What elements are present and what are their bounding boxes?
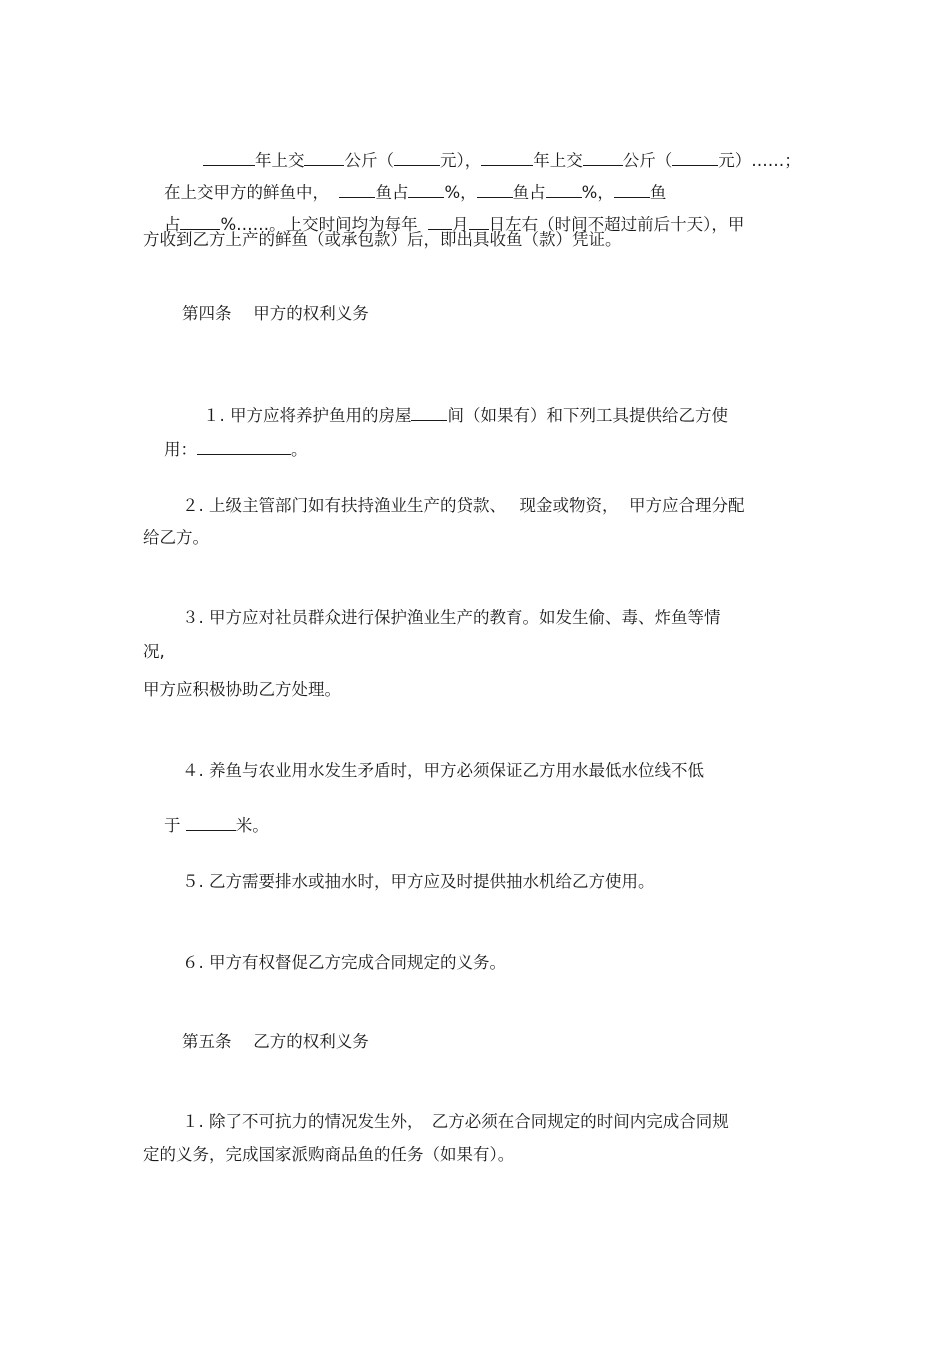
water-level-blank xyxy=(186,814,236,831)
art4-item-4-line-1: ４. 养鱼与农业用水发生矛盾时，甲方必须保证乙方用水最低水位线不低 xyxy=(182,761,704,780)
text-segment: %， xyxy=(444,183,477,202)
room-count-blank xyxy=(411,404,447,421)
article-5-heading: 第五条 乙方的权利义务 xyxy=(182,1032,369,1051)
text-segment: 公斤（ xyxy=(622,151,673,170)
delivery-line-3 xyxy=(143,191,745,234)
percent-blank xyxy=(180,213,220,230)
text-segment: 公斤（ xyxy=(344,151,394,170)
article-4-heading: 第四条 甲方的权利义务 xyxy=(182,304,369,323)
tools-blank xyxy=(197,438,291,455)
art4-item-3-line-1: ３. 甲方应对社员群众进行保护渔业生产的教育。如发生偷、毒、炸鱼等情 xyxy=(182,608,721,627)
text-segment: %……。上交时间均为每年 xyxy=(220,215,418,234)
text-segment: 米。 xyxy=(235,816,269,835)
art4-item-3-line-3: 甲方应积极协助乙方处理。 xyxy=(143,680,341,699)
art4-item-3-line-2: 况, xyxy=(143,642,165,661)
text-segment: 在上交甲方的鲜鱼中， xyxy=(163,183,329,202)
text-segment: 元）……； xyxy=(718,151,801,170)
text-segment: 日左右（时间不超过前后十天），甲 xyxy=(488,215,745,234)
art4-item-6: ６. 甲方有权督促乙方完成合同规定的义务。 xyxy=(182,953,506,972)
text-segment: 年上交 xyxy=(254,151,305,170)
yuan-blank xyxy=(672,149,718,166)
art5-item-1-line-2: 定的义务，完成国家派购商品鱼的任务（如果有）。 xyxy=(143,1145,515,1164)
art4-item-4-line-2 xyxy=(143,792,269,835)
month-blank xyxy=(428,213,452,230)
text-segment: 占 xyxy=(163,215,181,234)
text-segment: 元）， xyxy=(439,151,482,170)
delivery-line-4: 方收到乙方上产的鲜鱼（或承包款）后，即出具收鱼（款）凭证。 xyxy=(143,230,622,249)
text-segment: 间（如果有）和下列工具提供给乙方使 xyxy=(447,406,728,425)
art4-item-1-line-2 xyxy=(143,416,308,459)
art4-item-1-line-1 xyxy=(182,382,728,425)
art4-item-2-line-2: 给乙方。 xyxy=(143,528,209,547)
text-segment: 鱼占 xyxy=(512,183,546,202)
text-segment: 鱼占 xyxy=(375,183,409,202)
art4-item-5: ５. 乙方需要排水或抽水时，甲方应及时提供抽水机给乙方使用。 xyxy=(182,872,655,891)
text-segment: 年上交 xyxy=(533,151,583,170)
text-segment: 月 xyxy=(452,215,469,234)
art4-item-2-line-1: ２. 上级主管部门如有扶持渔业生产的贷款、 现金或物资， 甲方应合理分配 xyxy=(182,496,745,515)
text-segment: 于 xyxy=(163,816,181,835)
text-segment: 鱼 xyxy=(649,183,667,202)
day-blank xyxy=(469,213,489,230)
text-segment: 用： xyxy=(163,440,197,459)
delivery-line-1 xyxy=(182,127,801,170)
text-segment: 。 xyxy=(290,440,308,459)
text-segment: %， xyxy=(581,183,614,202)
art5-item-1-line-1: １. 除了不可抗力的情况发生外， 乙方必须在合同规定的时间内完成合同规 xyxy=(182,1112,729,1131)
text-segment: １. 甲方应将养护鱼用的房屋 xyxy=(202,406,412,425)
